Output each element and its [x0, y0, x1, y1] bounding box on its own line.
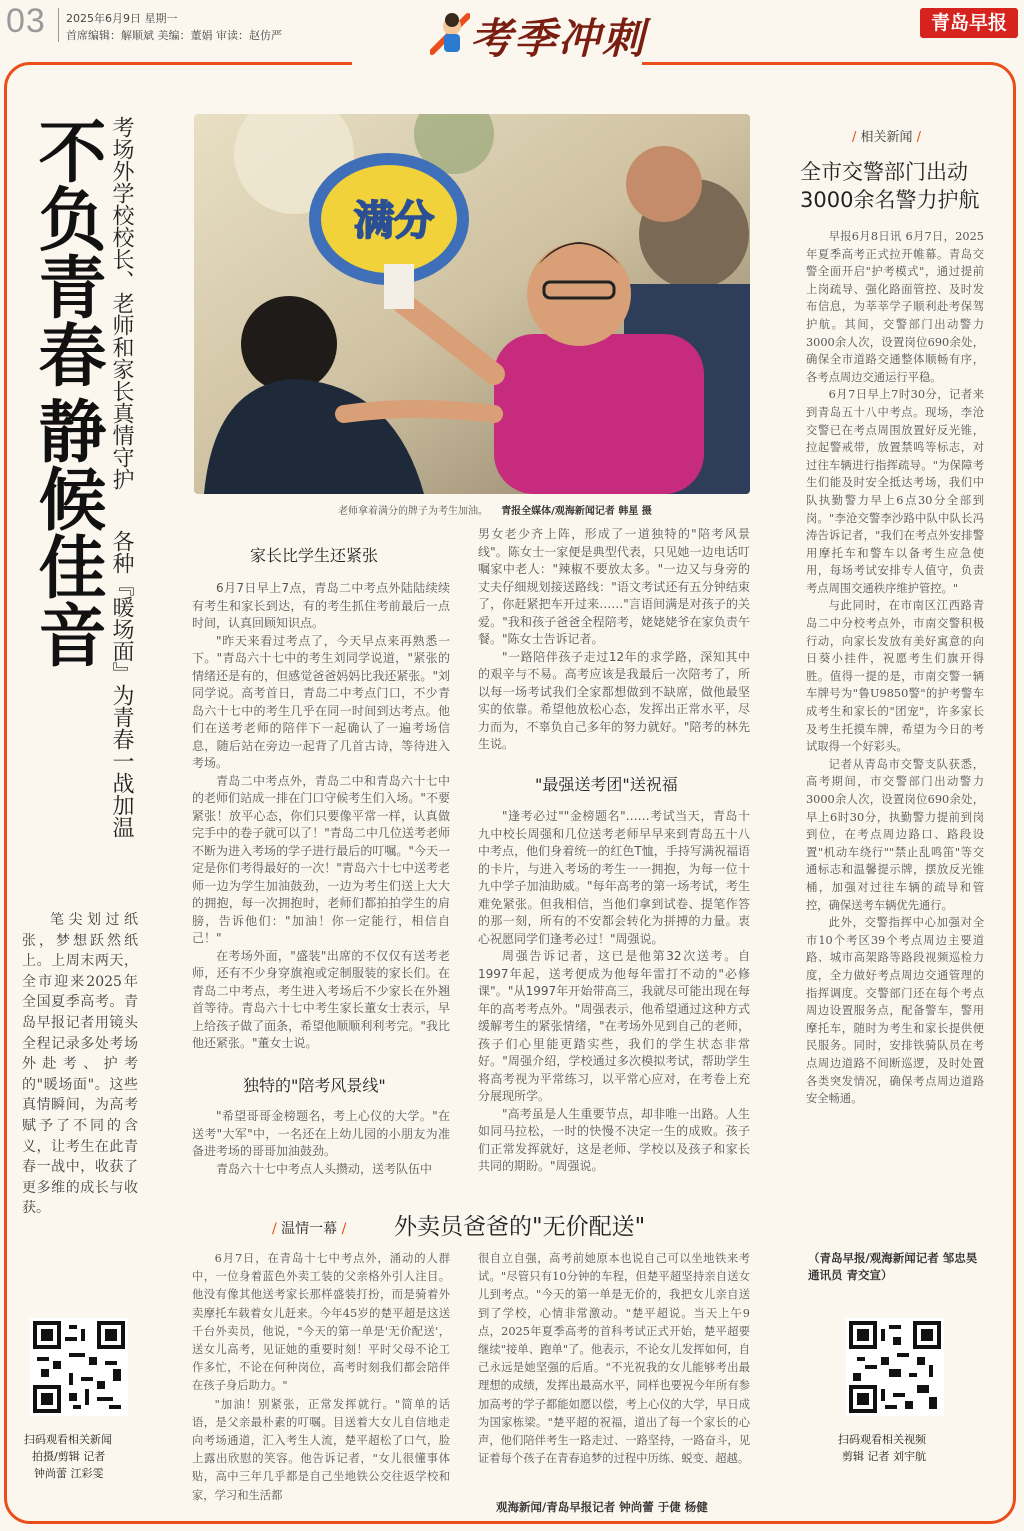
news-photo: [194, 114, 750, 494]
newspaper-logo: 青岛早报: [920, 8, 1018, 38]
middle-heading: "最强送考团"送祝福: [535, 775, 678, 794]
related-news-paragraph: 早报6月8日讯 6月7日，2025年夏季高考正式拉开帷幕。青岛交警全面开启"护考模式"，通过提前上岗疏导、强化路面管控、及时发布信息，为莘莘学子顺利赴考保驾护航。其间，交警部门出动警力3000余人次，设置岗位690余处，确保全市道路交通整体顺畅有序，各考点周边交通运行平稳。: [806, 230, 984, 384]
banner-title: 考季冲刺: [470, 14, 647, 63]
section2-paragraph: 青岛六十七中考点人头攒动，送考队伍中: [216, 1161, 433, 1176]
qr-code-icon: [849, 1321, 941, 1413]
section1-paragraph: "昨天来看过考点了，今天早点来再熟悉一下。"青岛六十七中的考生刘同学说道，"紧张的情绪还是有的，但感觉爸爸妈妈比我还紧张。"刘同学说。高考首日，青岛二中考点门口，不少青岛六十七中的考生几乎在同一时间到达考点。他们在送考老师的陪伴下一起确认了一遍考场信息，随后站在旁边一起背了几首古诗，等待进入考场。: [192, 633, 450, 770]
qr-video-label-2: 剪辑 记者 刘宇航: [842, 1450, 926, 1463]
section1-body: [192, 580, 450, 1054]
main-title-part2: 静候佳音: [27, 396, 107, 668]
qr-news-label-2: 拍摄/剪辑 记者: [32, 1450, 106, 1463]
section1-paragraph: 青岛二中考点外，青岛二中和青岛六十七中的老师们站成一排在门口守候考生们入场。"不要紧张！放平心态，你们只要像平常一样，认真做完手中的卷子就可以了！"青岛二中几位送考老师不断为进入考场的学子进行最后的叮嘱。"今天一定是你们考得最好的一次！"青岛六十七中送考老师一边为学生加油鼓劲，一边为考生们送上大大的拥抱，每一次拥抱时，老师们都拍拍学生的肩膀，告诉他们："加油！你一定能行，相信自己！": [192, 773, 450, 945]
middle-paragraph: 男女老少齐上阵，形成了一道独特的"陪考风景线"。陈女士一家便是典型代表，只见她一边电话叮嘱家中老人："辣椒不要放太多。"一边又与身旁的丈夫仔细规划接送路线："语文考试还有五分钟结束了，你赶紧把车开过来……"言语间满是对孩子的关爱。"我和孩子爸爸全程陪考，姥姥姥爷在家负责午餐。"陈女士告诉记者。: [478, 527, 750, 646]
photo-illustration: [194, 114, 750, 494]
related-news-tag: / 相关新闻 /: [852, 130, 922, 145]
related-news-tag-text: 相关新闻: [860, 130, 913, 145]
photo-caption: [338, 502, 652, 517]
subtitle-line2: 各种『暖场面』为青春一战加温: [109, 530, 134, 838]
related-news-title-line1: 全市交警部门出动: [800, 160, 968, 184]
middle-body-2: [478, 808, 750, 1180]
middle-paragraph: "高考虽是人生重要节点，却非唯一出路。人生如同马拉松，一时的快慢不决定一生的成败。孩子们正常发挥就好，这是老师、学校以及孩子和家长共同的期盼。"周强说。: [478, 1106, 750, 1173]
warm-story-right: [478, 1250, 750, 1496]
qr-code-news[interactable]: [30, 1318, 128, 1416]
section1-heading: 家长比学生还紧张: [250, 546, 379, 565]
related-news-paragraph: 6月7日早上7时30分，记者来到青岛五十八中考点。现场，李沧交警已在考点周围放置好反光锥，拉起警戒带，放置禁鸣等标志，对过往车辆进行指挥疏导。"为保障考生们能及时安全抵达考场，我们中队执勤警力早上6点30分全部到岗。"李沧交警李沙路中队中队长冯涛告诉记者，"我们在考点外安排警用摩托车和警车以备考生应急使用，每场考试安排专人值守，负责考点周围交通秩序维护管控。": [806, 388, 984, 595]
photo-credit: 青报全媒体/观海新闻记者 韩星 摄: [501, 506, 652, 517]
qr-news-label-1: 扫码观看相关新闻: [24, 1433, 112, 1446]
related-news-body: [806, 228, 984, 1268]
related-news-paragraph: 此外，交警指挥中心加强对全市10个考区39个考点周边主要道路、城市高架路等路段视频巡检力度，全力做好考点周边交通管理的指挥调度。交警部门还在每个考点周边设置服务点，配备警车，警用摩托车，随时为考生和家长提供便民服务。同时，安排铁骑队员在考点周边道路不间断巡逻，及时处置各类突发情况，确保考点周边道路安全畅通。: [806, 916, 984, 1106]
intro-paragraph: 笔尖划过纸张，梦想跃然纸上。上周末两天，全市迎来2025年全国夏季高考。青岛早报记者用镜头全程记录多处考场外赴考、护考的"暖场面"。这些真情瞬间，为高考赋予了不同的含义，让考生在此青春一战中，收获了更多维的成长与收获。: [22, 912, 138, 1217]
related-news-byline: （青岛早报/观海新闻记者 邹忠昊 通讯员 青交宣）: [808, 1251, 978, 1282]
qr-code-icon: [33, 1321, 125, 1413]
editor-line: 首席编辑：解顺斌 美编：董娟 审读：赵仿严: [66, 29, 282, 42]
related-news-title-line2: 3000余名警力护航: [800, 188, 980, 212]
section1-paragraph: 6月7日早上7点，青岛二中考点外陆陆续续有考生和家长到达，有的考生抓住考前最后一点时间，认真回顾知识点。: [192, 581, 450, 630]
warm-story-left: [192, 1250, 450, 1514]
header-divider: [58, 8, 59, 42]
qr-news-label-3: 钟尚蕾 江彩雯: [34, 1467, 104, 1480]
middle-paragraph: 周强告诉记者，这已是他第32次送考。自1997年起，送考便成为他每年雷打不动的"必修课"。"从1997年开始带高三，我就尽可能出现在每年的高考考点外。"周强表示，他希望通过这种方式缓解考生的紧张情绪，"在考场外见到自己的老师，孩子们心里能更踏实些，我们的学生状态非常好。"周强介绍，学校通过多次模拟考试，帮助学生将高考视为平常练习，以平常心应对，在考卷上充分展现所学。: [478, 949, 750, 1103]
photo-caption-text: 老师拿着满分的牌子为考生加油。: [338, 506, 488, 517]
warm-story-title: 外卖员爸爸的"无价配送": [394, 1214, 646, 1240]
warm-story-byline: 观海新闻/青岛早报记者 钟尚蕾 于倢 杨健: [496, 1500, 708, 1514]
section1-paragraph: 在考场外面，"盛装"出席的不仅仅有送考老师，还有不少身穿旗袍或定制服装的家长们。在青岛二中考点，考生进入考场后不少家长在外翘首等待。青岛六十七中考生家长董女士表示，早上给孩子做了面条，希望他顺顺利利考完。"我比他还紧张。"董女士说。: [192, 948, 450, 1050]
related-news-title: [800, 158, 979, 214]
subtitle-line1: 考场外学校校长、老师和家长真情守护: [109, 116, 134, 490]
student-mascot-icon: [430, 6, 470, 62]
middle-body-1: [478, 526, 750, 758]
related-news-paragraph: 记者从青岛市交警支队获悉，高考期间，市交警部门出动警力3000余人次，设置岗位690余处，早上6时30分，执勤警力提前到岗到位，在考点周边路口、路段设置"机动车绕行""禁止乱鸣笛"等交通标志和温馨提示牌，摆放反光锥桶，加强对过往车辆的疏导和管控，确保送考车辆优先通行。: [806, 757, 984, 912]
section2-body: [192, 1108, 450, 1180]
section2-paragraph: "希望哥哥金榜题名，考上心仪的大学。"在送考"大军"中，一名还在上幼儿园的小朋友为准备进考场的哥哥加油鼓劲。: [192, 1109, 450, 1158]
middle-paragraph: "一路陪伴孩子走过12年的求学路，深知其中的艰辛与不易。高考应该是我最后一次陪考了，所以每一场考试我们全家都想做到不缺席，做他最坚实的依靠。希望他放松心态，发挥出正常水平，尽力而为，不辜负自己多年的努力就好。"陪考的林先生说。: [478, 649, 750, 751]
warm-story-paragraph: 6月7日，在青岛十七中考点外，涌动的人群中，一位身着蓝色外卖工装的父亲格外引人注目。他没有像其他送考家长那样盛装打扮，而是骑着外卖摩托车载着女儿赶来。今年45岁的楚平超是这送千台外卖员，他说，"今天的第一单是'无价配送'，送女儿高考，见证她的重要时刻！平时父母不论工作多忙，不论在何种岗位，高考时刻我们都会陪伴在孩子身后助力。": [192, 1252, 450, 1393]
warm-story-paragraph: "加油！别紧张，正常发挥就行。"简单的话语，是父亲最朴素的叮嘱。目送着大女儿自信地走向考场通道，汇入考生人流，楚平超松了口气，脸上露出欣慰的笑容。他告诉记者，"女儿很懂事体贴，高中三年几乎都是自己坐地铁公交往返学校和家，学习和生活都: [192, 1397, 450, 1502]
middle-paragraph: "逢考必过""金榜题名"……考试当天，青岛十九中校长周强和几位送考老师早早来到青岛五十八中考点，他们身着统一的红色T恤，手持写满祝福语的卡片，与进入考场的考生一一拥抱，为每一位十九中学子加油助威。"每年高考的第一场考试，考生难免紧张。但我相信，当他们拿到试卷、提笔作答的那一刻，所有的不安都会转化为拼搏的力量。衷心祝愿同学们逢考必过！"周强说。: [478, 809, 750, 946]
warm-story-paragraph: 很自立自强，高考前她原本也说自己可以坐地铁来考试。"尽管只有10分钟的车程，但楚平超坚持亲自送女儿到考点。"今天的第一单是无价的，我把女儿亲自送到了学校，心情非常激动。"楚平超说。当天上午9点，2025年夏季高考的首科考试正式开始，楚平超要继续"接单、跑单"了。他表示，不论女儿发挥如何，自己永远是她坚强的后盾。"不光祝我的女儿能够考出最理想的成绩，发挥出最高水平，同样也要祝今年所有参加高考的学子都能如愿以偿，考上心仪的大学，早日成为国家栋梁。"楚平超的祝福，道出了每一个家长的心声，他们陪伴考生一路走过、一路坚持，一路奋斗，见证着每个孩子在青春追梦的过程中历练、蜕变、超越。: [478, 1252, 750, 1466]
photo-sign-text: 满分: [354, 198, 434, 244]
warm-story-tag: / 温情一幕 /: [272, 1221, 347, 1237]
main-title-part1: 不负青春: [27, 116, 107, 388]
section2-heading: 独特的"陪考风景线": [243, 1076, 386, 1095]
qr-video-label-1: 扫码观看相关视频: [838, 1433, 926, 1446]
date-line: 2025年6月9日 星期一: [66, 12, 178, 25]
warm-story-tag-text: 温情一幕: [281, 1221, 338, 1237]
page-number: 03: [6, 2, 46, 40]
qr-code-video[interactable]: [846, 1318, 944, 1416]
related-news-paragraph: 与此同时，在市南区江西路青岛二中分校考点外，市南交警积极行动，向家长发放有美好寓意的向日葵小挂件，祝愿考生们旗开得胜。值得一提的是，市南交警一辆车牌号为"鲁U9850警"的护考警车成考生和家长的"团宠"，许多家长及考生托摸车牌，希望为今日的考试取得一个好彩头。: [806, 599, 984, 754]
